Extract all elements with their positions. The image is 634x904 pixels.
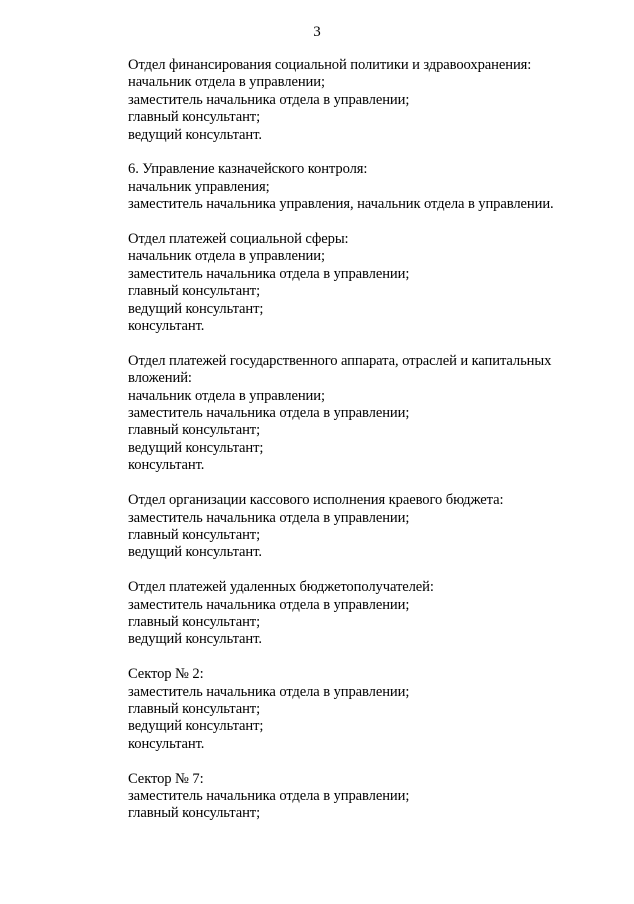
section-heading: Сектор № 2: (128, 666, 204, 683)
position-item: ведущий консультант. (128, 631, 262, 648)
position-item: начальник отдела в управлении; (128, 248, 325, 265)
section-block (128, 771, 598, 823)
position-item: заместитель начальника отдела в управлении; (128, 405, 410, 422)
section-heading: 6. Управление казначейского контроля: (128, 161, 368, 178)
position-item: главный консультант; (128, 700, 261, 717)
section-heading: Отдел организации кассового исполнения краевого бюджета: (128, 492, 504, 509)
section-block (128, 579, 598, 649)
section-heading-continuation: вложений: (128, 370, 192, 387)
position-item: заместитель начальника отдела в управлении; (128, 596, 410, 613)
position-item: заместитель начальника управления, начальник отдела в управлении. (128, 196, 554, 213)
section-block (128, 57, 598, 144)
position-item: заместитель начальника отдела в управлении; (128, 265, 410, 282)
position-item: консультант. (128, 318, 205, 335)
section-heading: Отдел платежей удаленных бюджетополучателей: (128, 579, 434, 596)
page-number: 3 (313, 24, 321, 40)
section-heading: Отдел платежей государственного аппарата, отраслей и капитальных (128, 352, 552, 369)
position-item: заместитель начальника отдела в управлении; (128, 787, 410, 804)
section-block (128, 161, 598, 213)
position-item: начальник управления; (128, 178, 270, 195)
position-item: ведущий консультант; (128, 439, 264, 456)
position-item: начальник отдела в управлении; (128, 387, 325, 404)
position-item: начальник отдела в управлении; (128, 74, 325, 91)
position-item: заместитель начальника отдела в управлении; (128, 91, 410, 108)
position-item: ведущий консультант; (128, 300, 264, 317)
position-item: консультант. (128, 457, 205, 474)
position-item: ведущий консультант; (128, 718, 264, 735)
section-block (128, 666, 598, 753)
position-item: заместитель начальника отдела в управлении; (128, 683, 410, 700)
position-item: главный консультант; (128, 283, 261, 300)
section-block (128, 492, 598, 562)
document-body (128, 57, 598, 840)
position-item: ведущий консультант. (128, 544, 262, 561)
position-item: консультант. (128, 735, 205, 752)
position-item: главный консультант; (128, 526, 261, 543)
section-block (128, 353, 598, 475)
position-item: ведущий консультант. (128, 126, 262, 143)
section-block (128, 231, 598, 335)
section-heading: Сектор № 7: (128, 770, 204, 787)
position-item: заместитель начальника отдела в управлении; (128, 509, 410, 526)
position-item: главный консультант; (128, 805, 261, 822)
position-item: главный консультант; (128, 613, 261, 630)
position-item: главный консультант; (128, 109, 261, 126)
section-heading: Отдел платежей социальной сферы: (128, 231, 349, 248)
position-item: главный консультант; (128, 422, 261, 439)
section-heading: Отдел финансирования социальной политики и здравоохранения: (128, 57, 532, 73)
